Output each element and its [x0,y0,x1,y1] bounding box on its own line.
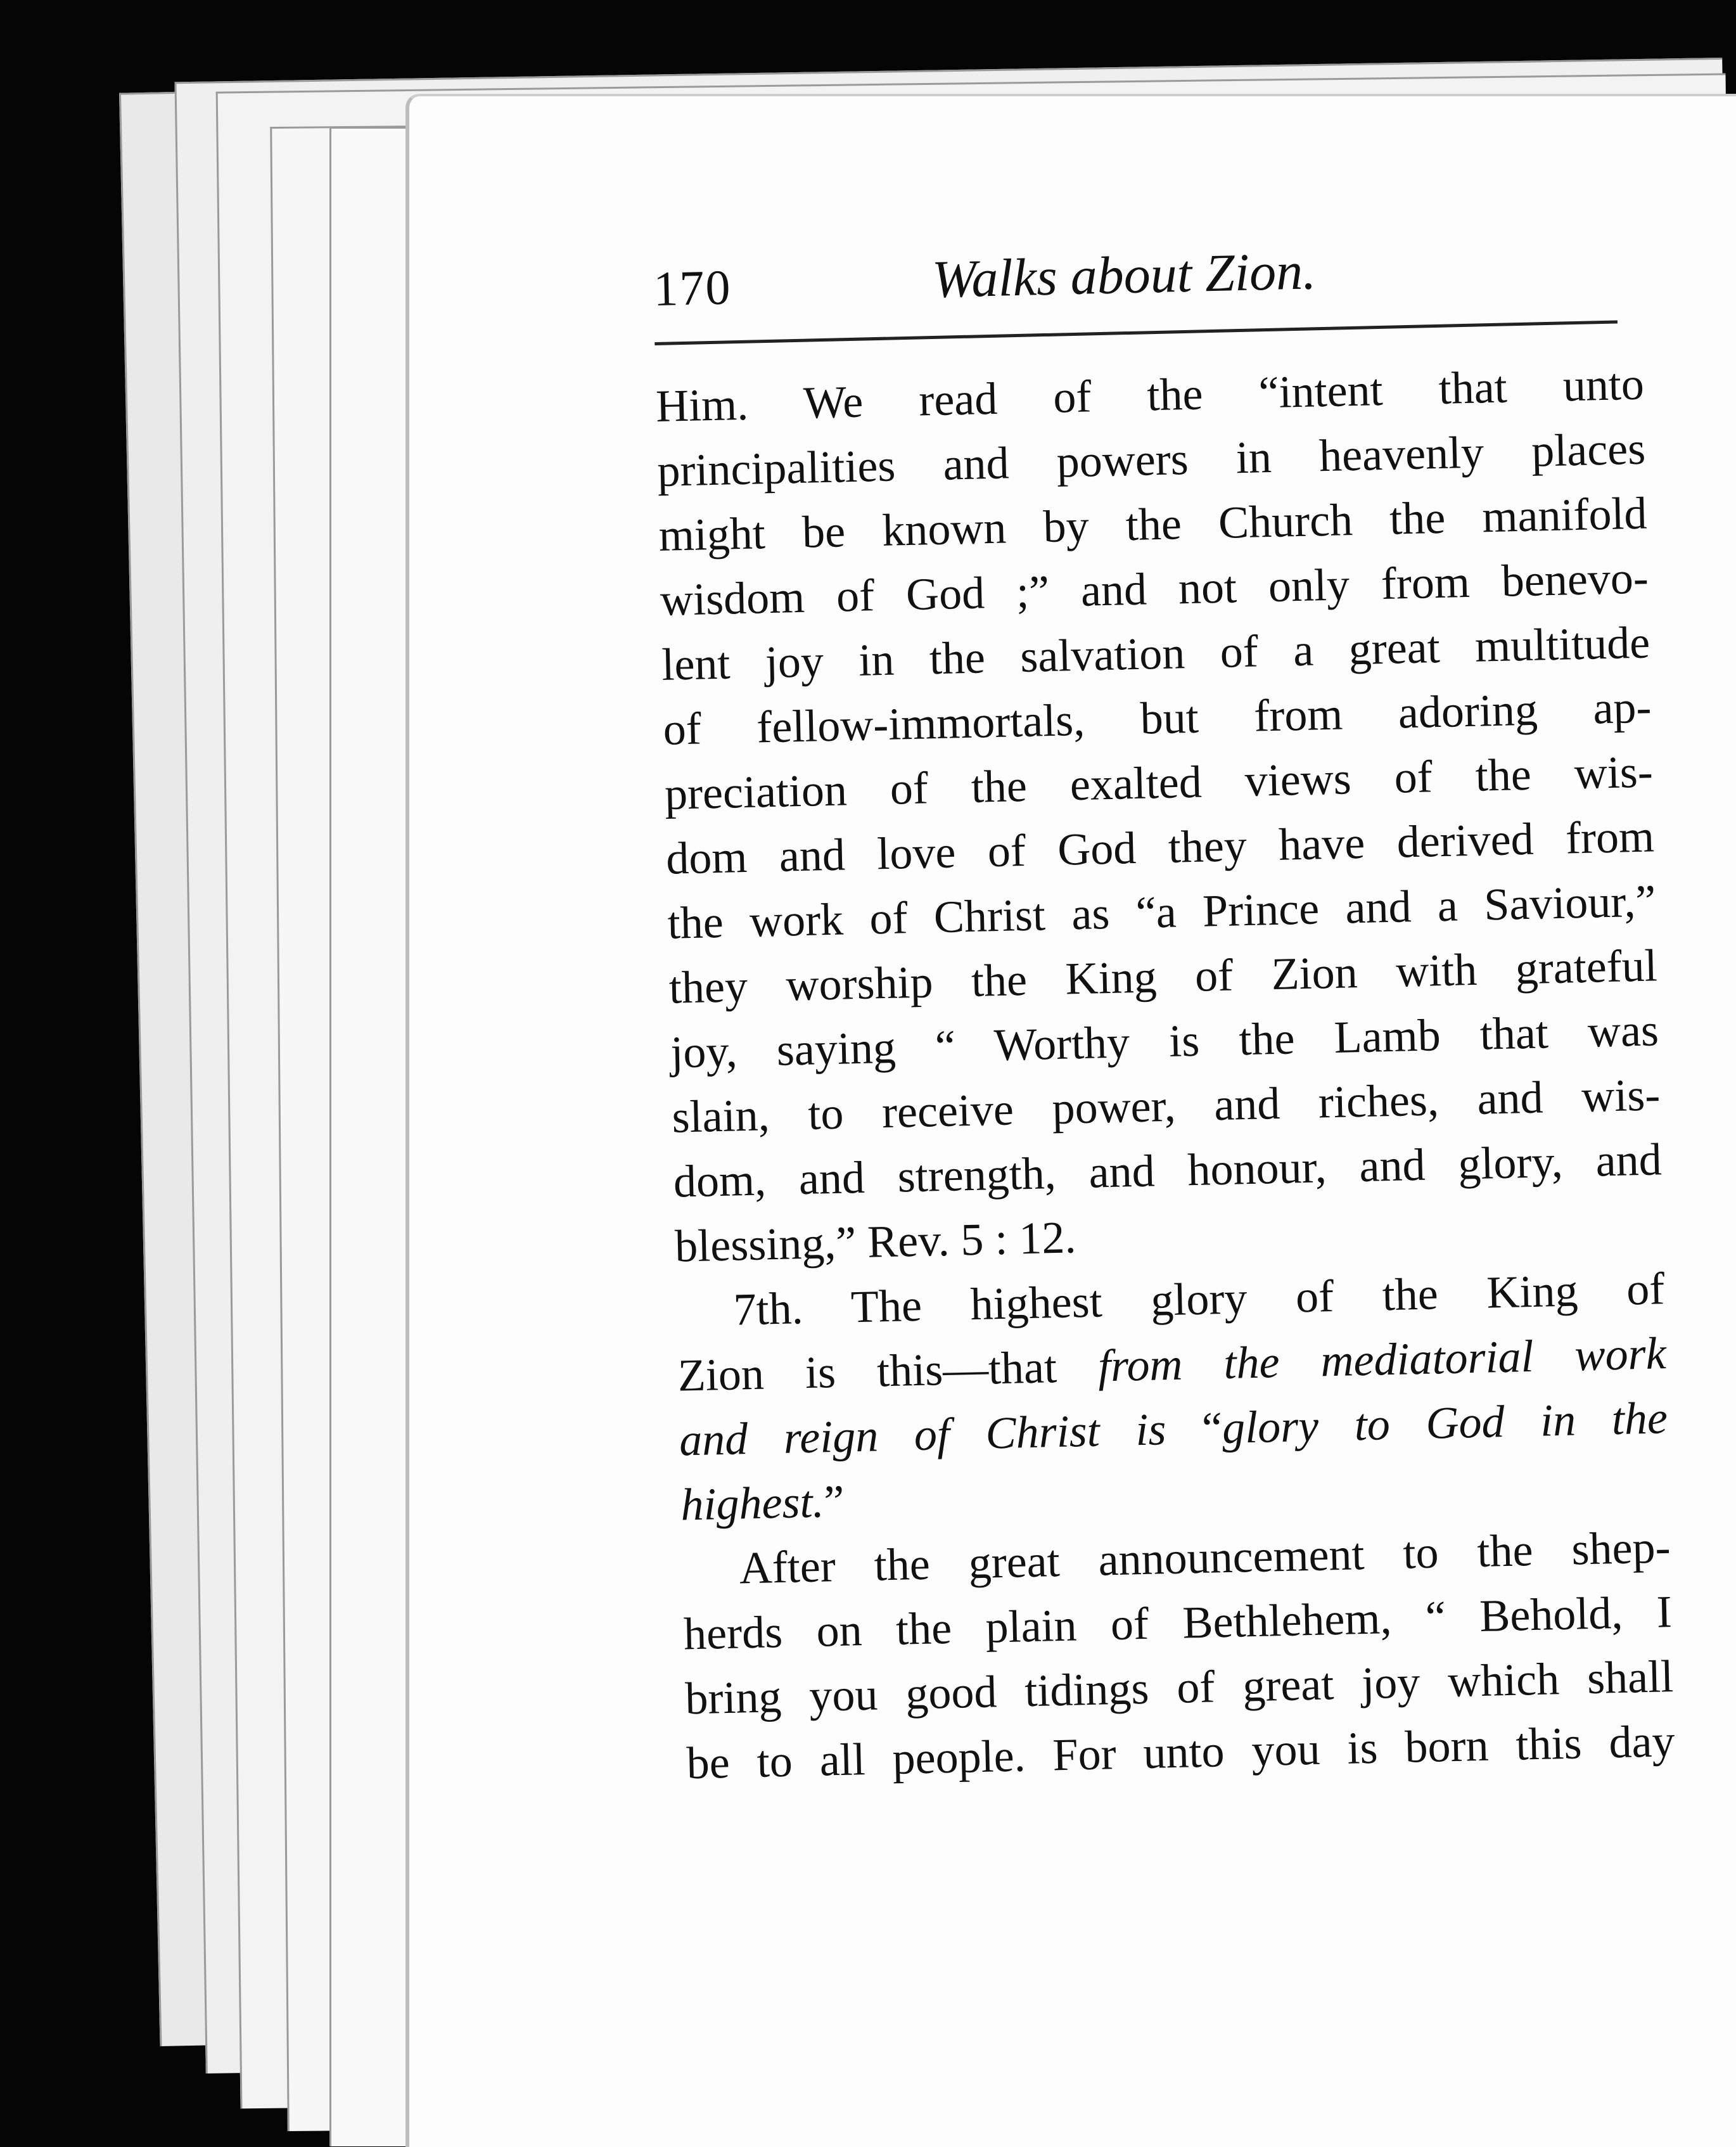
running-title: Walks about Zion. [931,241,1317,309]
text-line: principalities and powers in heavenly places [656,423,1646,496]
text-line: slain, to receive power, and riches, and wis- [671,1069,1661,1143]
text-line: dom and love of God they have derived from [665,811,1655,884]
text-line: blessing,” Rev. 5 : 12. [674,1212,1077,1272]
text-run: “ [1201,1402,1223,1454]
text-line: of fellow-immortals, but from adoring ap- [662,681,1652,755]
text-line: they worship the King of Zion with grateful [668,940,1658,1013]
italic-run: from the mediatorial work [1097,1328,1667,1392]
text-line: bring you good tidings of great joy which shall [684,1651,1674,1724]
text-run: ” [823,1475,845,1527]
text-line: herds on the plain of Bethlehem, “ Behold, I [683,1586,1673,1660]
text-line: dom, and strength, and honour, and glory, and [673,1134,1663,1207]
text-line: wisdom of God ;” and not only from benevo- [660,552,1649,625]
text-run: Zion is this—that [677,1340,1099,1401]
italic-run: highest. [680,1476,825,1530]
text-line: might be known by the Church the manifold [658,487,1648,561]
text-line: lent joy in the salvation of a great multitude [661,617,1650,690]
paragraph-start: 7th. The highest glory of the King of [732,1263,1666,1335]
italic-run: glory to God in the [1222,1392,1668,1454]
text-line: be to all people. For unto you is born this day [686,1715,1676,1789]
paragraph-start: After the great announcement to the shep- [738,1522,1671,1594]
page-number: 170 [653,259,732,316]
text-line: the work of Christ as “a Prince and a Saviour,” [667,875,1657,949]
text-line: preciation of the exalted views of the wis- [664,746,1654,819]
text-line: joy, saying “ Worthy is the Lamb that was [670,1004,1659,1078]
text-line: Him. We read of the “intent that unto [655,358,1645,432]
italic-run: and reign of Christ is [679,1402,1203,1466]
body-text [655,352,1676,1796]
